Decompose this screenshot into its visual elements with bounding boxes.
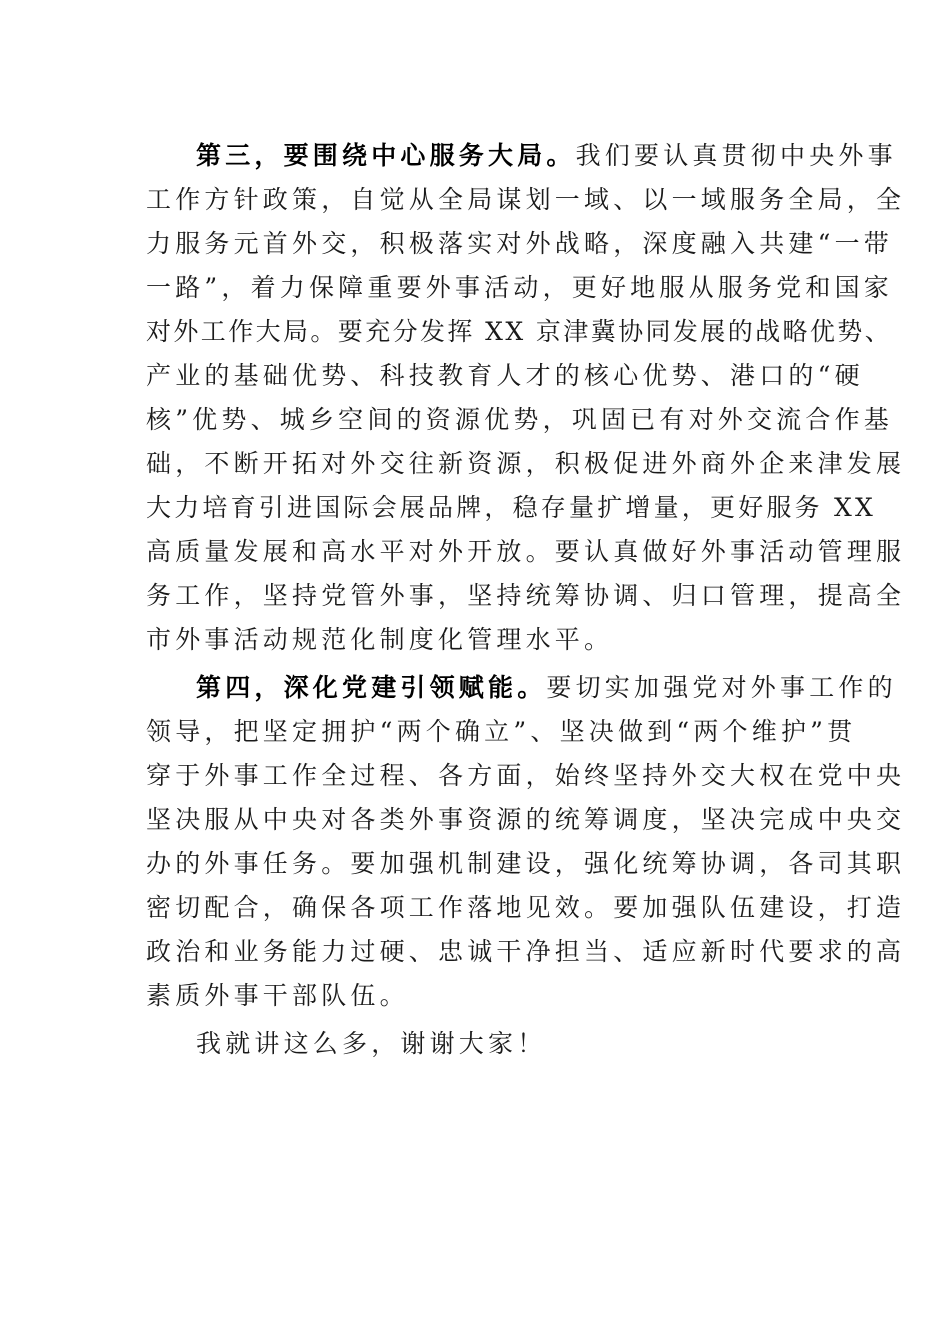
paragraph-3-line-6: 产业的基础优势、科技教育人才的核心优势、港口的“硬 (146, 361, 864, 390)
paragraph-4-line-7: 政治和业务能力过硬、忠诚干净担当、适应新时代要求的高 (146, 937, 906, 966)
paragraph-4-heading: 第四，深化党建引领赋能。 (196, 673, 547, 702)
paragraph-3-line-12: 市外事活动规范化制度化管理水平。 (146, 625, 614, 654)
paragraph-4-text: 要切实加强党对外事工作的 (546, 673, 897, 702)
paragraph-4-line-5: 办的外事任务。要加强机制建设，强化统筹协调，各司其职 (146, 849, 906, 878)
paragraph-3-line-7: 核”优势、城乡空间的资源优势，巩固已有对外交流合作基 (146, 405, 893, 434)
paragraph-4-line-4: 坚决服从中央对各类外事资源的统筹调度，坚决完成中央交 (146, 805, 906, 834)
paragraph-3-line-4: 一路”，着力保障重要外事活动，更好地服从服务党和国家 (146, 273, 893, 302)
paragraph-4-line-3: 穿于外事工作全过程、各方面，始终坚持外交大权在党中央 (146, 761, 906, 790)
paragraph-3-line-5: 对外工作大局。要充分发挥 XX 京津冀协同发展的战略优势、 (146, 317, 893, 346)
paragraph-4-line-6: 密切配合，确保各项工作落地见效。要加强队伍建设，打造 (146, 893, 906, 922)
closing-remark: 我就讲这么多，谢谢大家！ (196, 1029, 547, 1058)
paragraph-3-line-8: 础，不断开拓对外交往新资源，积极促进外商外企来津发展 (146, 449, 906, 478)
paragraph-4-line-8: 素质外事干部队伍。 (146, 981, 409, 1010)
paragraph-4-line-1 (196, 666, 897, 710)
paragraph-3-text: 我们要认真贯彻中央外事 (575, 141, 897, 170)
paragraph-3-line-3: 力服务元首外交，积极落实对外战略，深度融入共建“一带 (146, 229, 893, 258)
paragraph-3-line-2: 工作方针政策，自觉从全局谋划一域、以一域服务全局，全 (146, 185, 906, 214)
paragraph-3-line-10: 高质量发展和高水平对外开放。要认真做好外事活动管理服 (146, 537, 906, 566)
paragraph-3-heading: 第三，要围绕中心服务大局。 (196, 141, 576, 170)
paragraph-3-line-9: 大力培育引进国际会展品牌，稳存量扩增量，更好服务 XX (146, 493, 876, 522)
paragraph-3-line-11: 务工作，坚持党管外事，坚持统筹协调、归口管理，提高全 (146, 581, 906, 610)
paragraph-4-line-2: 领导，把坚定拥护“两个确立”、坚决做到“两个维护”贯 (146, 717, 857, 746)
paragraph-3-line-1 (196, 134, 897, 178)
